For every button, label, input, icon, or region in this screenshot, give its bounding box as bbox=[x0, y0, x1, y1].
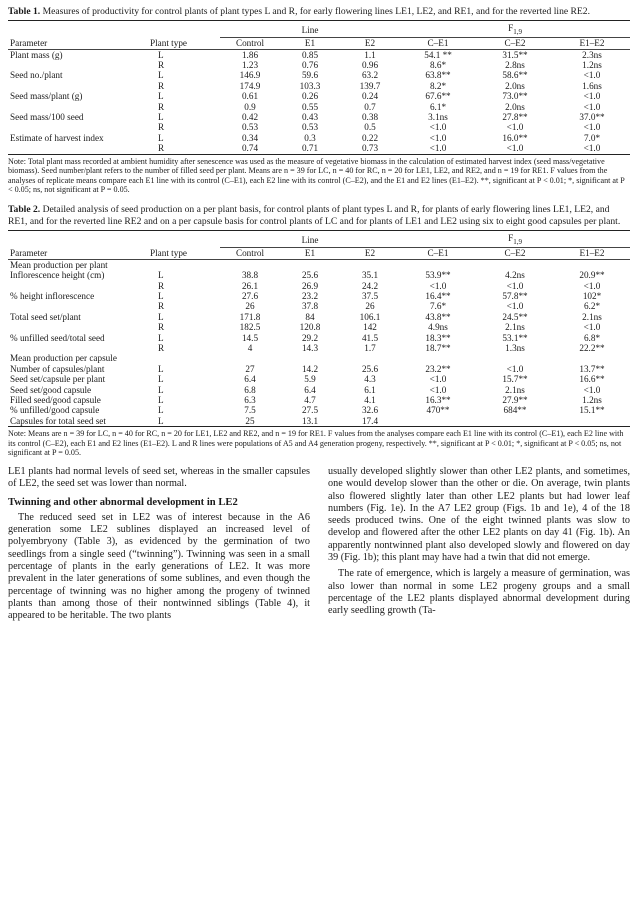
table-cell: 0.7 bbox=[364, 101, 376, 112]
section-label: Mean production per capsule bbox=[10, 353, 117, 364]
table-cell: <1.0 bbox=[583, 322, 601, 333]
table-cell: L bbox=[158, 270, 164, 281]
column-header: Parameter bbox=[10, 37, 48, 48]
left-column bbox=[8, 466, 310, 627]
table-cell: 0.9 bbox=[244, 101, 256, 112]
table-row bbox=[8, 333, 630, 343]
table-cell: 0.26 bbox=[301, 91, 319, 102]
table-row bbox=[8, 301, 630, 311]
table-cell: <1.0 bbox=[583, 280, 601, 291]
table-cell: 35.1 bbox=[361, 270, 379, 281]
table-cell: 27.6 bbox=[241, 290, 259, 301]
table-cell: % unfilled seed/total seed bbox=[10, 332, 105, 343]
table-cell: <1.0 bbox=[583, 101, 601, 112]
table-cell: L bbox=[158, 415, 164, 426]
table-cell: 25.6 bbox=[301, 270, 319, 281]
table1 bbox=[8, 20, 630, 155]
table-cell bbox=[8, 322, 148, 332]
table-cell: 0.61 bbox=[241, 91, 259, 102]
table-cell: 29.2 bbox=[301, 332, 319, 343]
table-cell: Number of capsules/plant bbox=[10, 363, 105, 374]
table-cell: 3.1ns bbox=[428, 112, 448, 123]
table-cell: Estimate of harvest index bbox=[10, 132, 104, 143]
column-header: C–E1 bbox=[427, 248, 449, 259]
table-cell: 6.3 bbox=[244, 395, 256, 405]
table-cell: L bbox=[158, 70, 164, 81]
table1-f-symbol: F bbox=[508, 23, 514, 33]
column-header: C–E1 bbox=[427, 38, 449, 49]
table-cell: <1.0 bbox=[429, 143, 447, 154]
table-cell: 0.85 bbox=[301, 49, 319, 60]
table-row bbox=[8, 122, 630, 132]
table-cell: 84 bbox=[305, 311, 315, 322]
table-row bbox=[8, 60, 630, 70]
table-cell bbox=[8, 281, 148, 291]
table1-caption bbox=[8, 6, 630, 18]
table-cell: R bbox=[158, 80, 165, 91]
table-cell: 2.0ns bbox=[505, 101, 525, 112]
table-cell: 0.43 bbox=[301, 112, 319, 123]
table-cell: 4 bbox=[247, 342, 253, 353]
table-cell: R bbox=[158, 280, 165, 291]
table-cell: 54.1 ** bbox=[424, 49, 452, 60]
table-row bbox=[8, 312, 630, 322]
table2-group-line: Line bbox=[220, 231, 400, 248]
table-cell: 106.1 bbox=[359, 311, 381, 322]
table-cell: 24.2 bbox=[361, 280, 379, 291]
table-cell: 2.1ns bbox=[582, 311, 602, 322]
table-cell: 470** bbox=[426, 405, 450, 416]
table-cell: Capsules for total seed set bbox=[10, 415, 106, 426]
table-cell: 182.5 bbox=[239, 322, 261, 333]
table-cell: 0.5 bbox=[364, 122, 376, 133]
table2-header-row bbox=[8, 248, 630, 259]
table-cell: 26.9 bbox=[301, 280, 319, 291]
table-cell: 27.5 bbox=[301, 405, 319, 416]
table-cell: 0.71 bbox=[301, 143, 319, 154]
table-cell: 53.9** bbox=[425, 270, 451, 281]
table-cell: 63.2 bbox=[361, 70, 379, 81]
table-row bbox=[8, 364, 630, 374]
table-cell: 1.3ns bbox=[505, 342, 525, 353]
table-cell: 6.4 bbox=[304, 384, 316, 395]
table-cell: 102* bbox=[582, 290, 602, 301]
table-cell: 8.6* bbox=[429, 60, 447, 71]
table-cell: 0.96 bbox=[361, 60, 379, 71]
table-cell: 63.8** bbox=[425, 70, 451, 81]
table1-group-line: Line bbox=[220, 21, 400, 38]
table-cell: 25 bbox=[245, 415, 255, 426]
table-row bbox=[8, 322, 630, 332]
table-cell: 174.9 bbox=[239, 80, 261, 91]
table-row bbox=[8, 281, 630, 291]
table-cell: 4.2ns bbox=[505, 270, 525, 281]
table-cell: 1.2ns bbox=[582, 395, 602, 405]
table-cell: 4.9ns bbox=[428, 322, 448, 333]
table-cell: 16.3** bbox=[425, 395, 451, 405]
table2-f-subscript: 1,9 bbox=[513, 237, 522, 246]
table-cell: 27 bbox=[245, 363, 255, 374]
table-cell: 37.0** bbox=[579, 112, 605, 123]
table-cell: 6.2* bbox=[583, 301, 601, 312]
table-cell: L bbox=[158, 384, 164, 395]
table-cell: L bbox=[158, 311, 164, 322]
column-header: E1–E2 bbox=[579, 248, 605, 259]
right-paragraph-2: The rate of emergence, which is largely a measure of germination, was also lower than normal in some LE2 progeny groups and a small percentage of the LE2 plants displayed abnormal development during early seedling growth (Ta- bbox=[328, 568, 630, 617]
table1-label: Table 1. bbox=[8, 6, 41, 17]
table-cell: <1.0 bbox=[583, 91, 601, 102]
table-cell: 7.5 bbox=[244, 405, 256, 416]
table-cell: 32.6 bbox=[361, 405, 379, 416]
table-cell: Filled seed/good capsule bbox=[10, 395, 101, 405]
table-cell: 18.3** bbox=[425, 332, 451, 343]
table-cell: 13.7** bbox=[579, 363, 605, 374]
section-row bbox=[8, 259, 630, 270]
table-row bbox=[8, 291, 630, 301]
table-cell: 27.9** bbox=[502, 395, 528, 405]
table-row bbox=[8, 374, 630, 384]
table-cell: 6.8 bbox=[244, 384, 256, 395]
table-cell: 0.42 bbox=[241, 112, 259, 123]
table-cell: <1.0 bbox=[583, 384, 601, 395]
table-cell: 38.8 bbox=[241, 270, 259, 281]
table-cell: 1.2ns bbox=[582, 60, 602, 71]
table1-header-row bbox=[8, 38, 630, 49]
table-cell: 25.6 bbox=[361, 363, 379, 374]
table2-caption-text: Detailed analysis of seed production on a per plant basis, for control plants of plant types L and R, for plants of early flowering lines LE1, LE2, and RE1, and for the reverted line RE2 and on a per capsule basis for control plants of LC and for plants of LE1 and LE2 using six to eight good capsules per plant. bbox=[8, 204, 621, 228]
table-cell: R bbox=[158, 143, 165, 154]
table2-f-symbol: F bbox=[508, 233, 514, 244]
table-cell: % height inflorescence bbox=[10, 290, 95, 301]
table-cell: 17.4 bbox=[361, 415, 379, 426]
table-cell: 2.0ns bbox=[505, 80, 525, 91]
table-cell: 2.8ns bbox=[505, 60, 525, 71]
table-row bbox=[8, 405, 630, 415]
table-cell: 41.5 bbox=[361, 332, 379, 343]
table-row bbox=[8, 270, 630, 280]
table-cell: L bbox=[158, 91, 164, 102]
table-cell bbox=[554, 416, 630, 427]
table-cell: Seed set/capsule per plant bbox=[10, 374, 106, 385]
table-cell: 4.1 bbox=[364, 395, 376, 405]
table-cell: 16.4** bbox=[425, 290, 451, 301]
table-cell: 0.38 bbox=[361, 112, 379, 123]
table-cell: 142 bbox=[363, 322, 377, 333]
right-paragraph-1: usually developed slightly slower than other LE2 plants, and sometimes, one would develop slower than the other or die. On average, twin plants also flowered slightly later than other LE2 plants but had lower leaf numbers (Fig. 1e). In the A7 LE2 group (Figs. 1b and 1e), 4 of the 18 seeds produced twins. One of the eight twinned plants was slow to develop and flowered after the other LE2 plants on day 41 (Fig. 1b). An apparently nontwinned plant also developed slowly and flowered on day 39 (Fig. 1b); this plant may have had a twin that did not emerge. bbox=[328, 466, 630, 564]
table-cell: 2.1ns bbox=[505, 322, 525, 333]
table-cell: 0.53 bbox=[301, 122, 319, 133]
table-cell: 0.22 bbox=[361, 132, 379, 143]
table-row bbox=[8, 395, 630, 405]
table-cell: 23.2** bbox=[425, 363, 451, 374]
table-row bbox=[8, 81, 630, 91]
column-header: E1–E2 bbox=[579, 38, 605, 49]
table-row bbox=[8, 133, 630, 143]
table-cell: 4.3 bbox=[364, 374, 376, 385]
table-cell: 24.5** bbox=[502, 311, 528, 322]
table-cell: 57.8** bbox=[502, 290, 528, 301]
table-cell: 0.34 bbox=[241, 132, 259, 143]
column-header: Control bbox=[235, 38, 265, 49]
table-cell: <1.0 bbox=[506, 301, 524, 312]
table-cell bbox=[8, 102, 148, 112]
column-header: E1 bbox=[304, 248, 316, 259]
table-cell: Seed no./plant bbox=[10, 70, 63, 81]
column-header: E2 bbox=[364, 248, 376, 259]
table-row bbox=[8, 91, 630, 101]
table-cell: 0.74 bbox=[241, 143, 259, 154]
table-cell: 67.6** bbox=[425, 91, 451, 102]
table-cell: 0.76 bbox=[301, 60, 319, 71]
table1-group-f bbox=[400, 21, 630, 38]
table-cell: 37.5 bbox=[361, 290, 379, 301]
table-row bbox=[8, 70, 630, 80]
table-cell: 4.7 bbox=[304, 395, 316, 405]
table-cell: Seed mass/plant (g) bbox=[10, 91, 83, 102]
table-cell: <1.0 bbox=[583, 70, 601, 81]
table-cell: <1.0 bbox=[429, 132, 447, 143]
table-cell: 0.24 bbox=[361, 91, 379, 102]
table-cell: 15.1** bbox=[579, 405, 605, 416]
table2-note: Note: Means are n = 39 for LC, n = 40 for RC, n = 20 for LE1, LE2 and RE2, and n = 19 for RE1. F values from the analyses compare each E1 line with its control (C–E1), each E2 line with its control (C–E2), each E1 and E2 lines (E1–E2). L and R lines were populations of A5 and A4 generation progeny, respectively. **, significant at P < 0.01; *, significant at P < 0.05; ns, not significant at P = 0.05. bbox=[8, 429, 624, 458]
table-cell: 20.9** bbox=[579, 270, 605, 281]
table-cell: Total seed set/plant bbox=[10, 311, 81, 322]
table-cell: <1.0 bbox=[506, 280, 524, 291]
table-cell: 31.5** bbox=[502, 49, 528, 60]
table-cell: 0.53 bbox=[241, 122, 259, 133]
table-cell: 171.8 bbox=[239, 311, 261, 322]
left-paragraph-2: The reduced seed set in LE2 was of interest because in the A6 generation some LE2 sublines displayed an increased level of polyembryony (Table 3), as evidenced by the germination of two seedlings from a single seed (“twinning”). Twinning was seen in a small percentage of plants in the early generations of LE2. It was more prevalent in the later generations of some sublines, and even though the percentage of twinning was no higher among the progeny of twinned plants than among those of their nontwinned siblings (Table 4), it appeared to be heritable. The two plants bbox=[8, 511, 310, 622]
table-cell: 59.6 bbox=[301, 70, 319, 81]
table-cell: 15.7** bbox=[502, 374, 528, 385]
table-cell: 1.6ns bbox=[582, 80, 602, 91]
table2-group-f bbox=[400, 231, 630, 248]
page bbox=[8, 6, 630, 627]
table-cell: 7.0* bbox=[583, 132, 601, 143]
table-cell: 14.5 bbox=[241, 332, 259, 343]
table-cell: 23.2 bbox=[301, 290, 319, 301]
table-cell: R bbox=[158, 60, 165, 71]
table-cell: <1.0 bbox=[583, 122, 601, 133]
table-cell: 2.1ns bbox=[505, 384, 525, 395]
table-row bbox=[8, 143, 630, 154]
table1-caption-text: Measures of productivity for control plants of plant types L and R, for early flowering lines LE1, LE2, and RE1, and for the reverted line RE2. bbox=[42, 6, 590, 17]
table-cell bbox=[400, 416, 476, 427]
right-column bbox=[328, 466, 630, 627]
table-cell: 26.1 bbox=[241, 280, 259, 291]
left-paragraph-1: LE1 plants had normal levels of seed set, whereas in the smaller capsules of LE2, the seed set was lower than normal. bbox=[8, 466, 310, 490]
table-cell: <1.0 bbox=[429, 122, 447, 133]
column-header: Plant type bbox=[150, 37, 188, 48]
table-cell: 1.86 bbox=[241, 49, 259, 60]
column-header: E1 bbox=[304, 38, 316, 49]
section-label: Mean production per plant bbox=[10, 259, 108, 270]
table-cell: R bbox=[158, 322, 165, 333]
table-cell: 13.1 bbox=[301, 415, 319, 426]
table-row bbox=[8, 102, 630, 112]
column-header: E2 bbox=[364, 38, 376, 49]
table-cell: 1.23 bbox=[241, 60, 259, 71]
table-cell: <1.0 bbox=[429, 280, 447, 291]
table-cell: R bbox=[158, 342, 165, 353]
table-cell: 6.1 bbox=[364, 384, 376, 395]
table1-f-subscript: 1,9 bbox=[513, 27, 522, 36]
table-cell: 103.3 bbox=[299, 80, 321, 91]
table-cell: 27.8** bbox=[502, 112, 528, 123]
table2-label: Table 2. bbox=[8, 204, 41, 216]
table-row bbox=[8, 343, 630, 353]
table-row bbox=[8, 385, 630, 395]
table2 bbox=[8, 230, 630, 427]
table-cell: 0.55 bbox=[301, 101, 319, 112]
table-cell: 14.2 bbox=[301, 363, 319, 374]
table-cell: 16.6** bbox=[579, 374, 605, 385]
table-cell: 16.0** bbox=[502, 132, 528, 143]
table1-note: Note: Total plant mass recorded at ambient humidity after senescence was used as the measure of vegetative biomass in the calculation of estimated harvest index (seed mass/vegetative biomass). Seed number/plant refers to the number of filled seed per plant. Means are n = 39 for LC, n = 40 for RC, n = 20 for LE1, LE2, and RE2, and n = 19 for RE1. F values from the analyses of replicate means compare each E1 line with its control (C–E1), each E2 line with its control (C–E2), and the E1 and E2 lines (E1–E2). **, significant at P < 0.01; *, significant at P < 0.05; ns, not significant at P = 0.05. bbox=[8, 156, 625, 195]
column-header: Parameter bbox=[10, 248, 48, 259]
table-cell bbox=[8, 122, 148, 132]
column-header: C–E2 bbox=[504, 248, 526, 259]
table-cell: 146.9 bbox=[239, 70, 261, 81]
table-cell: L bbox=[158, 405, 164, 416]
table-cell: L bbox=[158, 332, 164, 343]
table-cell: 6.4 bbox=[244, 374, 256, 385]
table-cell: 53.1** bbox=[502, 332, 528, 343]
table-cell: 5.9 bbox=[304, 374, 316, 385]
table-cell: 0.73 bbox=[361, 143, 379, 154]
table-cell: 26 bbox=[365, 301, 375, 312]
table-cell bbox=[8, 143, 148, 154]
table-cell: Plant mass (g) bbox=[10, 49, 63, 60]
table-cell: 120.8 bbox=[299, 322, 321, 333]
table-cell: % unfilled/good capsule bbox=[10, 405, 100, 416]
table-row bbox=[8, 416, 630, 427]
table-cell: L bbox=[158, 395, 164, 405]
table-cell: 1.7 bbox=[364, 342, 376, 353]
table-cell: R bbox=[158, 301, 165, 312]
table-cell: <1.0 bbox=[429, 384, 447, 395]
table-cell: 22.2** bbox=[579, 342, 605, 353]
table-cell bbox=[8, 301, 148, 311]
table-cell: L bbox=[158, 49, 164, 60]
section-row bbox=[8, 353, 630, 363]
table-cell: L bbox=[158, 363, 164, 374]
table-cell: <1.0 bbox=[506, 122, 524, 133]
table-cell: R bbox=[158, 101, 165, 112]
table-cell: 73.0** bbox=[502, 91, 528, 102]
table-cell: L bbox=[158, 132, 164, 143]
table-cell bbox=[8, 81, 148, 91]
column-header: Control bbox=[235, 248, 265, 259]
table-cell: 26 bbox=[245, 301, 255, 312]
table-cell: Seed set/good capsule bbox=[10, 384, 92, 395]
table-cell: 6.1* bbox=[429, 101, 447, 112]
table-cell bbox=[476, 416, 554, 427]
table-cell: R bbox=[158, 122, 165, 133]
table-cell: 6.8* bbox=[583, 332, 601, 343]
body-columns bbox=[8, 466, 630, 627]
table-cell: 14.3 bbox=[301, 342, 319, 353]
table-row bbox=[8, 112, 630, 122]
table-cell: 684** bbox=[503, 405, 527, 416]
column-header: C–E2 bbox=[504, 38, 526, 49]
table-cell: 2.3ns bbox=[582, 49, 602, 60]
table2-caption bbox=[8, 204, 630, 228]
table-cell: 7.6* bbox=[429, 301, 447, 312]
table-cell: 1.1 bbox=[364, 49, 376, 60]
table-cell: 8.2* bbox=[429, 80, 447, 91]
table-cell: Inflorescence height (cm) bbox=[10, 270, 105, 281]
table-cell: <1.0 bbox=[506, 363, 524, 374]
table-cell: 139.7 bbox=[359, 80, 381, 91]
table-cell: L bbox=[158, 290, 164, 301]
table-cell: Seed mass/100 seed bbox=[10, 112, 84, 123]
table-row bbox=[8, 49, 630, 60]
table-cell: 0.3 bbox=[304, 132, 316, 143]
table-cell: 43.8** bbox=[425, 311, 451, 322]
table-cell: 18.7** bbox=[425, 342, 451, 353]
table-cell bbox=[8, 60, 148, 70]
table-cell: <1.0 bbox=[583, 143, 601, 154]
table-cell: L bbox=[158, 112, 164, 123]
table-cell: <1.0 bbox=[506, 143, 524, 154]
section-heading: Twinning and other abnormal development in LE2 bbox=[8, 496, 238, 508]
table-cell: 37.8 bbox=[301, 301, 319, 312]
table-cell: 58.6** bbox=[502, 70, 528, 81]
table-cell: L bbox=[158, 374, 164, 385]
table-cell bbox=[8, 343, 148, 353]
column-header: Plant type bbox=[150, 248, 188, 259]
table-cell: <1.0 bbox=[429, 374, 447, 385]
